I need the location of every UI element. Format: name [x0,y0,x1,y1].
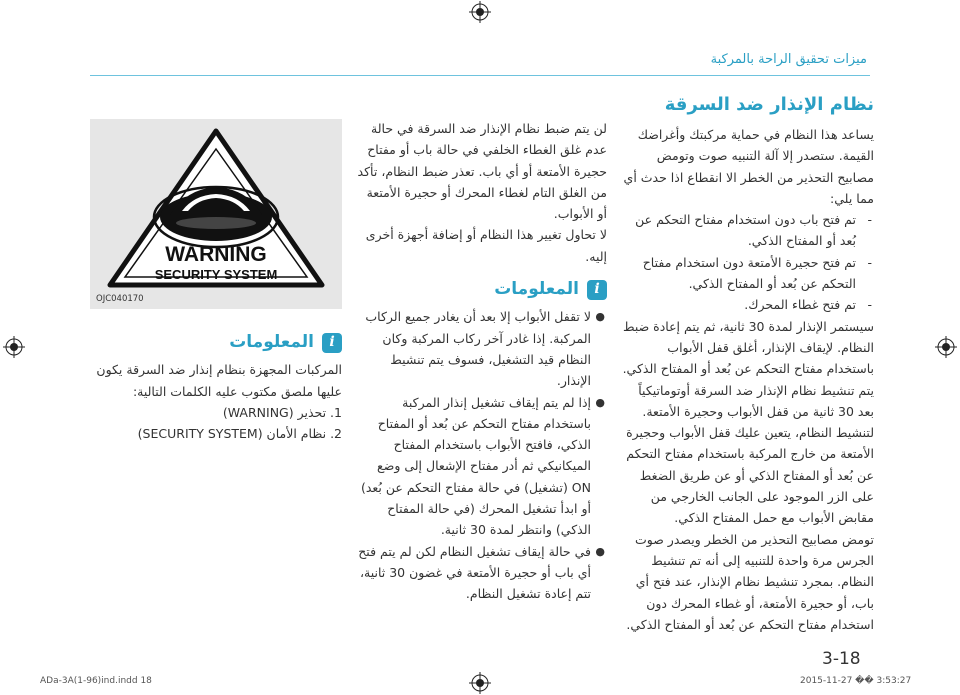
list-item: - تم فتح باب دون استخدام مفتاح التحكم عن بُعد أو المفتاح الذكي. [635,212,872,249]
list-item: ● إذا لم يتم إيقاف تشغيل إنذار المركبة باستخدام مفتاح التحكم عن بُعد أو المفتاح الذكي، فافتح الأبواب باستخدام المفتاح الميكانيكي ثم أدر مفتاح الإشعال إلى وضع ON (تشغيل) في حالة مفتاح التحكم عن بُعد) أو ابدأ تشغيل المحرك (في حالة المفتاح الذكي) وانتظر لمدة 30 ثانية. [360,394,605,538]
paragraph: المركبات المجهزة بنظام إنذار ضد السرقة يكون عليها ملصق مكتوب عليه الكلمات التالية: [96,362,342,399]
list-item: ● في حالة إيقاف تشغيل النظام لكن لم يتم فتح أي باب أو حجيرة الأمتعة في غضون 30 ثانية، تتم إعادة تشغيل النظام. [358,543,605,602]
intro-paragraph: يساعد هذا النظام في حماية مركبتك وأغراضك القيمة. ستصدر إلا آلة التنبيه صوت وتومض مصابيح التحذير من الخطر الا انقطاع اذا حدث أي مما يلي: [623,127,874,206]
warning-label-figure [90,119,342,309]
list-item: - تم فتح غطاء المحرك. [744,297,872,313]
paragraph: لن يتم ضبط نظام الإنذار ضد السرقة في حالة عدم غلق الغطاء الخلفي في حالة باب أو مفتاح حجيرة الأمتعة أو أي باب. تعذر ضبط النظام، تأكد من الغلق التام لغطاء المحرك أو حجيرة الأمتعة أو الأبواب. [357,121,607,222]
list-item: ● لا تقفل الأبواب إلا بعد أن يغادر جميع الركاب المركبة. إذا غادر آخر ركاب المركبة وكان النظام قيد التشغيل، فسوف يتم تنشيط الإنذار. [365,309,605,389]
header-rule [90,75,870,76]
info-icon: i [587,280,607,300]
page-number: 3-18 [822,649,861,669]
figure-code: OJC040170 [96,294,144,304]
paragraph: لا تحاول تغيير هذا النظام أو إضافة أجهزة أخرى إليه. [365,227,607,264]
registration-mark-icon [935,336,957,358]
paragraph: يتم تنشيط نظام الإنذار ضد السرقة أوتوماتيكياً بعد 30 ثانية من قفل الأبواب وحجيرة الأمتعة. لتنشيط النظام، يتعين عليك قفل الأبواب وحجيرة الأمتعة من خارج المركبة باستخدام مفتاح التحكم عن بُعد أو المفتاح الذكي أو عن طريق الضغط على الزر الموجود على الجانب الخارجي من مقابض الأبواب مع حمل المفتاح الذكي. [626,382,874,526]
list-item: - تم فتح حجيرة الأمتعة دون استخدام مفتاح التحكم عن بُعد أو المفتاح الذكي. [642,254,872,292]
footer-file: ADa-3A(1-96)ind.indd 18 [40,676,152,686]
footer-timestamp: 2015-11-27 �� 3:53:27 [800,676,912,686]
security-system-text: SECURITY SYSTEM [154,267,278,282]
info-icon: i [322,333,342,353]
paragraph: سيستمر الإنذار لمدة 30 ثانية، ثم يتم إعادة ضبط النظام. لإيقاف الإنذار، أغلق قفل الأبواب باستخدام مفتاح التحكم عن بُعد أو المفتاح الذكي. [622,318,874,377]
list-item: 1. تحذير (WARNING) [222,404,342,420]
info-heading: i المعلومات [90,332,342,353]
list-item: 2. نظام الأمان (SECURITY SYSTEM) [137,426,342,442]
paragraph: تومض مصابيح التحذير من الخطر ويصدر صوت الجرس مرة واحدة للتنبيه إلى أنه تم تنشيط النظام. بمجرد تنشيط نظام الإنذار، عند فتح أي باب، أو حجيرة الأمتعة، أو غطاء المحرك دون استخدام مفتاح التحكم عن بُعد أو المفتاح الذكي. [626,531,874,632]
middle-column [355,118,607,605]
car-icon [154,187,278,247]
left-column [90,320,342,444]
chapter-header: ميزات تحقيق الراحة بالمركبة [710,52,867,67]
info-heading: i المعلومات [355,279,607,300]
section-title: نظام الإنذار ضد السرقة [664,94,874,115]
registration-mark-icon [469,1,491,23]
registration-mark-icon [3,336,25,358]
right-column [622,92,874,635]
warning-text: WARNING [165,243,267,266]
registration-mark-icon [469,672,491,694]
